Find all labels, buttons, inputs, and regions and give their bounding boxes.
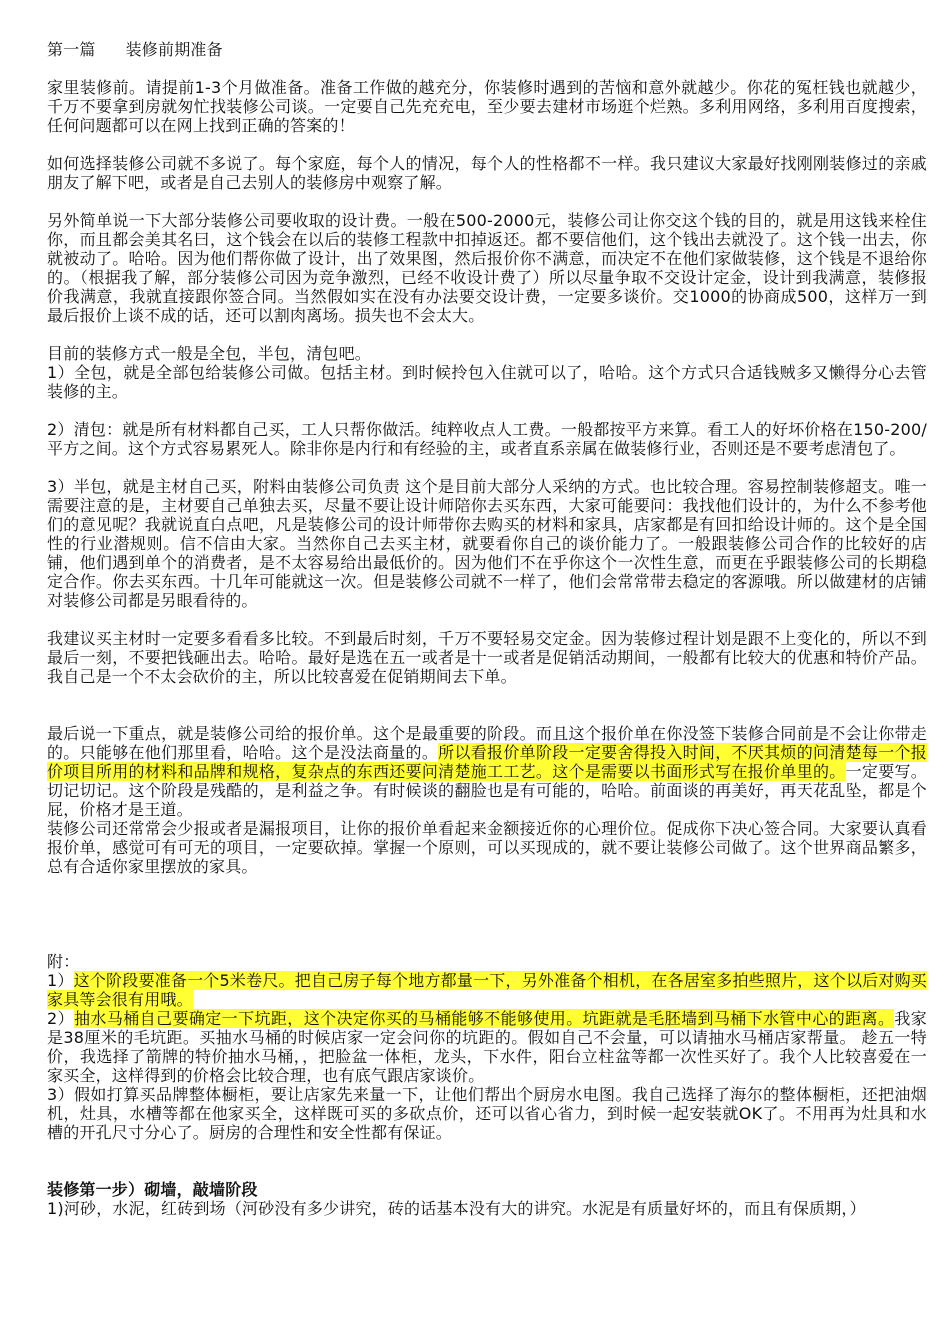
- paragraph-prepare: 家里装修前。请提前1-3个月做准备。准备工作做的越充分，你装修时遇到的苦恼和意外就越少。你花的冤枉钱也就越少，千万不要拿到房就匆忙找装修公司谈。一定要自己先充充电，至少要去建材市场逛个烂熟。多利用网络，多利用百度搜索，任何问题都可以在网上找到正确的答案的！: [47, 78, 927, 135]
- appendix-item-2-highlight: 抽水马桶自己要确定一下坑距，这个决定你买的马桶能够不能够使用。坑距就是毛胚墙到马桶下水管中心的距离。: [74, 1009, 895, 1028]
- title-name: 装修前期准备: [125, 40, 223, 59]
- appendix-item-1-highlight: 这个阶段要准备一个5米卷尺。把自己房子每个地方都量一下，另外准备个相机，在各居室多拍些照片，这个以后对购买家具等会很有用哦。: [47, 971, 927, 1009]
- paragraph-quotation: [47, 724, 927, 819]
- paragraph-full-package: 1）全包，就是全部包给装修公司做。包括主材。到时候拎包入住就可以了，哈哈。这个方式只合适钱贼多又懒得分心去管装修的主。: [47, 363, 927, 401]
- appendix-item-2-text: 我家是38厘米的毛坑距。买抽水马桶的时候店家一定会问你的坑距的。假如自己不会量，可以请抽水马桶店家帮量。 趁五一特价，我选择了箭牌的特价抽水马桶，，把脸盆一体柜，龙头，下水件，阳台立柱盆等都一次性买好了。我个人比较喜爱在一家买全，这样得到的价格会比较合理，也有底气跟店家谈价。: [47, 1009, 927, 1085]
- appendix-item-1: [47, 971, 927, 1009]
- paragraph-choose-company: 如何选择装修公司就不多说了。每个家庭，每个人的情况，每个人的性格都不一样。我只建议大家最好找刚刚装修过的亲戚朋友了解下吧，或者是自己去别人的装修房中观察了解。: [47, 154, 927, 192]
- document-page: [47, 40, 927, 1218]
- page-title: [47, 40, 927, 59]
- appendix-item-1-number: 1）: [47, 971, 74, 990]
- paragraph-labor-only: 2）清包：就是所有材料都自己买，工人只帮你做活。纯粹收点人工费。一般都按平方来算。看工人的好坏价格在150-200/平方之间。这个方式容易累死人。除非你是内行和有经验的主，或者直系亲属在做装修行业，否则还是不要考虑清包了。: [47, 420, 927, 458]
- appendix-item-2-number: 2）: [47, 1009, 74, 1028]
- appendix-label: 附：: [47, 952, 80, 971]
- quotation-text: 最后说一下重点，就是装修公司给的报价单。这个是最重要的阶段。而且这个报价单在你没签下装修合同前是不会让你带走的。只能够在他们那里看，哈哈。这个是没法商量的。: [47, 724, 927, 762]
- title-part: 第一篇: [47, 40, 96, 59]
- section-heading-step1: 装修第一步）砌墙，敲墙阶段: [47, 1180, 258, 1199]
- paragraph-half-package: 3）半包，就是主材自己买，附料由装修公司负责 这个是目前大部分人采纳的方式。也比较合理。容易控制装修超支。唯一需要注意的是，主材要自己单独去买，尽量不要让设计师陪你去买东西，大家可能要问：我找他们设计的，为什么不参考他们的意见呢？我就说直白点吧，凡是装修公司的设计师带你去购买的材料和家具，店家都是有回扣给设计师的。这个是全国性的行业潜规则。信不信由大家。当然你自己去买主材，就要看你自己的谈价能力了。一般跟装修公司合作的比较好的店铺，他们遇到单个的消费者，是不太容易给出最低价的。因为他们不在乎你这个一次性生意，而更在乎跟装修公司的长期稳定合作。你去买东西。十几年可能就这一次。但是装修公司就不一样了，他们会常常带去稳定的客源哦。所以做建材的店铺对装修公司都是另眼看待的。: [47, 477, 927, 610]
- appendix-item-3: 3）假如打算买品牌整体橱柜，要让店家先来量一下，让他们帮出个厨房水电图。我自己选择了海尔的整体橱柜，还把油烟机，灶具，水槽等都在他家买全，这样既可买的多砍点价，还可以省心省力，到时候一起安装就OK了。不用再为灶具和水槽的开孔尺寸分心了。厨房的合理性和安全性都有保证。: [47, 1085, 927, 1142]
- paragraph-omitted-items: 装修公司还常常会少报或者是漏报项目，让你的报价单看起来金额接近你的心理价位。促成你下决心签合同。大家要认真看报价单，感觉可有可无的项目，一定要砍掉。掌握一个原则，可以买现成的，就不要让装修公司做了。这个世界商品繁多，总有合适你家里摆放的家具。: [47, 819, 927, 876]
- paragraph-modes-intro: 目前的装修方式一般是全包，半包，清包吧。: [47, 344, 372, 363]
- paragraph-compare: 我建议买主材时一定要多看看多比较。不到最后时刻，千万不要轻易交定金。因为装修过程计划是跟不上变化的，所以不到最后一刻，不要把钱砸出去。哈哈。最好是选在五一或者是十一或者是促销活动期间，一般都有比较大的优惠和特价产品。我自己是一个不太会砍价的主，所以比较喜爱在促销期间去下单。: [47, 629, 927, 686]
- appendix-item-2: [47, 1009, 927, 1085]
- paragraph-step1-materials: 1)河砂，水泥，红砖到场（河砂没有多少讲究，砖的话基本没有大的讲究。水泥是有质量好坏的，而且有保质期，）: [47, 1199, 866, 1218]
- paragraph-design-fee: 另外简单说一下大部分装修公司要收取的设计费。一般在500-2000元，装修公司让你交这个钱的目的，就是用这钱来栓住你，而且都会美其名曰，这个钱会在以后的装修工程款中扣掉返还。都不要信他们，这个钱出去就没了。这个钱一出去，你就被动了。哈哈。因为他们帮你做了设计，出了效果图，然后报价你不满意，而决定不在他们家做装修，这个钱是不退给你的。（根据我了解，部分装修公司因为竞争激烈，已经不收设计费了）所以尽量争取不交设计定金，设计到我满意，装修报价我满意，我就直接跟你签合同。当然假如实在没有办法要交设计费，一定要多谈价。交1000的协商成500，这样万一到最后报价上谈不成的话，还可以割肉离场。损失也不会太大。: [47, 211, 927, 325]
- quotation-text-tail: 一定要写。切记切记。这个阶段是残酷的，是利益之争。有时候谈的翻脸也是有可能的，哈哈。前面谈的再美好，再天花乱坠，都是个屁，价格才是王道。: [47, 762, 927, 819]
- quotation-highlight: 所以看报价单阶段一定要舍得投入时间，不厌其烦的问清楚每一个报价项目所用的材料和品牌和规格，复杂点的东西还要问清楚施工工艺。这个是需要以书面形式写在报价单里的。: [47, 743, 927, 781]
